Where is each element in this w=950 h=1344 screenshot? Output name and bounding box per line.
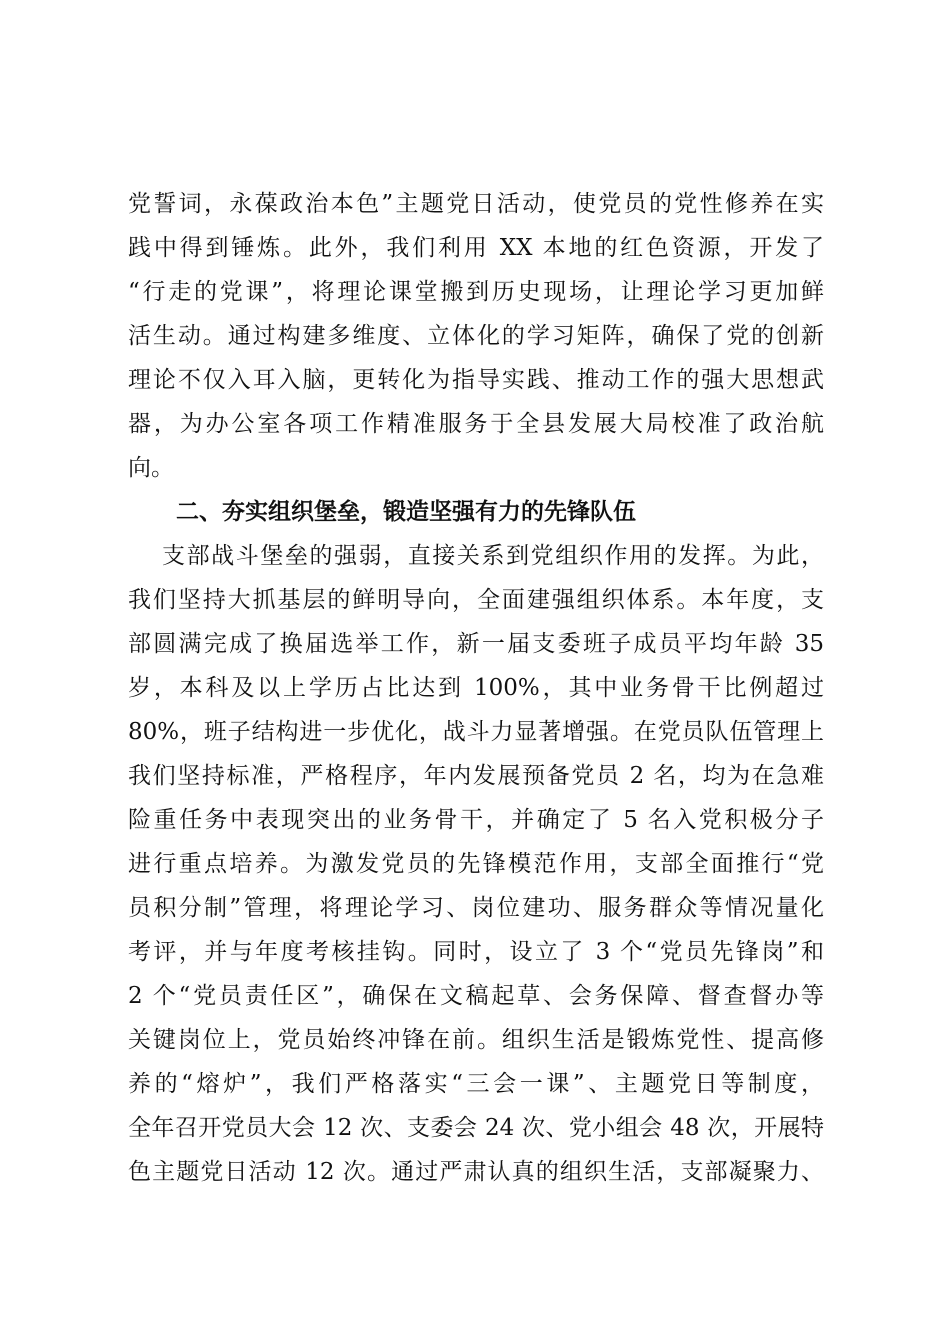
text-line: 我们坚持标准，严格程序，年内发展预备党员 2 名，均为在急难	[128, 763, 824, 789]
paragraph-theory-study	[128, 182, 824, 490]
text-line: 关键岗位上，党员始终冲锋在前。组织生活是锻炼党性、提高修	[128, 1027, 824, 1053]
section-heading: 二、夯实组织堡垒，锻造坚强有力的先锋队伍	[176, 499, 636, 525]
text-line: 部圆满完成了换届选举工作，新一届支委班子成员平均年龄 35	[128, 631, 824, 657]
text-line: 支部战斗堡垒的强弱，直接关系到党组织作用的发挥。为此，	[162, 543, 824, 569]
text-line: 全年召开党员大会 12 次、支委会 24 次、党小组会 48 次，开展特	[128, 1115, 824, 1141]
text-line: 岁，本科及以上学历占比达到 100%，其中业务骨干比例超过	[128, 675, 824, 701]
text-line: 践中得到锤炼。此外，我们利用 XX 本地的红色资源，开发了	[128, 235, 824, 261]
text-line: 进行重点培养。为激发党员的先锋模范作用，支部全面推行“党	[128, 851, 824, 877]
paragraph-organization	[128, 534, 824, 1194]
text-line: 色主题党日活动 12 次。通过严肃认真的组织生活，支部凝聚力、	[128, 1159, 824, 1185]
text-line: 向。	[128, 455, 174, 481]
text-line: “行走的党课”，将理论课堂搬到历史现场，让理论学习更加鲜	[128, 279, 824, 305]
document-page	[128, 182, 824, 1194]
text-line: 活生动。通过构建多维度、立体化的学习矩阵，确保了党的创新	[128, 323, 824, 349]
text-line: 80%，班子结构进一步优化，战斗力显著增强。在党员队伍管理上	[128, 719, 824, 745]
text-line: 2 个“党员责任区”，确保在文稿起草、会务保障、督查督办等	[128, 983, 824, 1009]
text-line: 险重任务中表现突出的业务骨干，并确定了 5 名入党积极分子	[128, 807, 824, 833]
text-line: 养的“熔炉”，我们严格落实“三会一课”、主题党日等制度，	[128, 1071, 824, 1097]
text-line: 我们坚持大抓基层的鲜明导向，全面建强组织体系。本年度，支	[128, 587, 824, 613]
text-line: 器，为办公室各项工作精准服务于全县发展大局校准了政治航	[128, 411, 824, 437]
text-line: 考评，并与年度考核挂钩。同时，设立了 3 个“党员先锋岗”和	[128, 939, 824, 965]
text-line: 员积分制”管理，将理论学习、岗位建功、服务群众等情况量化	[128, 895, 824, 921]
text-line: 党誓词，永葆政治本色”主题党日活动，使党员的党性修养在实	[128, 191, 824, 217]
text-line: 理论不仅入耳入脑，更转化为指导实践、推动工作的强大思想武	[128, 367, 824, 393]
